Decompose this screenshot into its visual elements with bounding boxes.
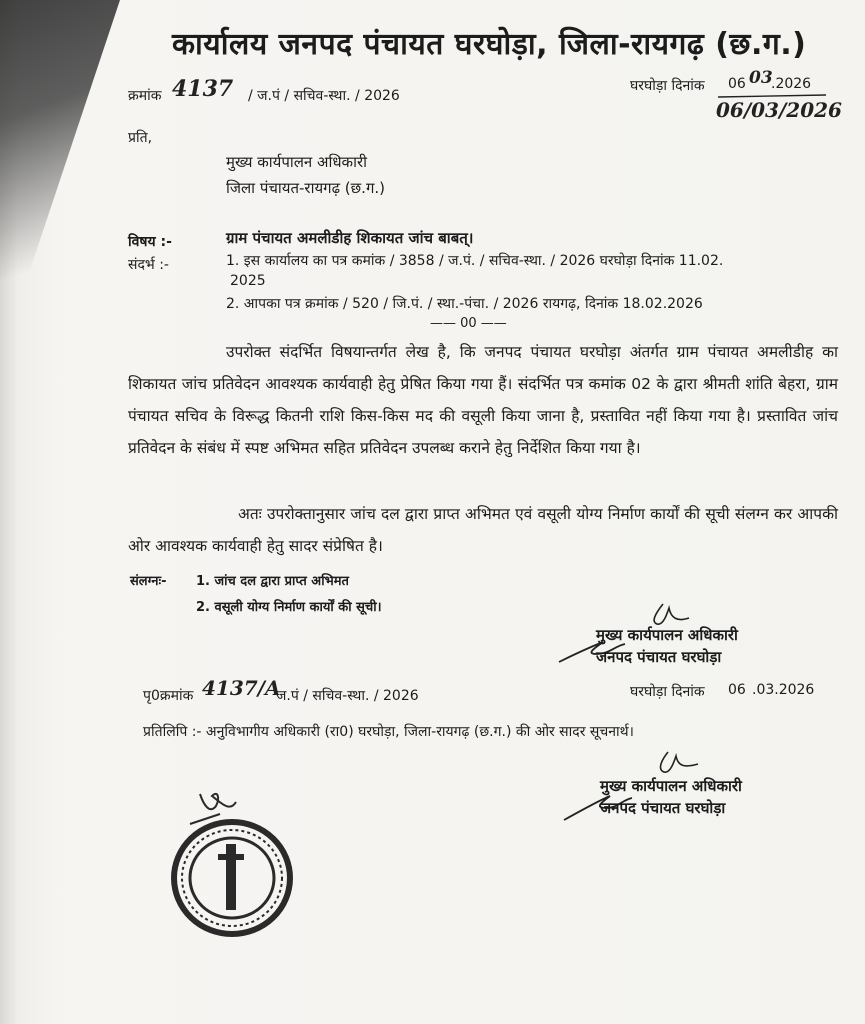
endorsement-prefix: पृ0क्रमांक <box>143 688 194 704</box>
ref-date-year: .2026 <box>771 76 812 92</box>
recipient-line1: मुख्य कार्यपालन अधिकारी <box>226 153 367 171</box>
body-paragraph-1-text: उपरोक्त संदर्भित विषयान्तर्गत लेख है, कि जनपद पंचायत घरघोड़ा अंतर्गत ग्राम पंचायत अमलीडीह का शिकायत जांच प्रतिवेदन आवश्यक कार्यवाही हेतु प्रेषित किया गया हैं। संदर्भित पत्र कमांक 02 के द्वारा श्रीमती शांति बेहरा, ग्राम पंचायत सचिव के विरूद्ध कितनी राशि किस-किस मद की वसूली किया जाना है, प्रस्तावित नहीं किया गया है। प्रस्तावित जांच प्रतिवेदन के संबंध में स्पष्ट अभिमत सहित प्रतिवेदन उपलब्ध कराने हेतु निर्देशित किया गया है। <box>128 343 838 457</box>
signature-2-line2: जनपद पंचायत घरघोड़ा <box>600 799 726 817</box>
signature-1-line1: मुख्य कार्यपालन अधिकारी <box>596 626 738 644</box>
body-paragraph-2 <box>128 498 838 562</box>
endorsement-handwritten-number: 4137/A <box>202 676 281 700</box>
endorsement-date-label: घरघोड़ा दिनांक <box>630 684 705 700</box>
enclosure-item-1: 1. जांच दल द्वारा प्राप्त अभिमत <box>196 574 349 589</box>
body-paragraph-1 <box>128 336 838 464</box>
ref-date-month: 03 <box>749 68 773 88</box>
endorsement-date-day: 06 <box>728 682 746 698</box>
enclosure-item-2: 2. वसूली योग्य निर्माण कार्यों की सूची। <box>196 600 382 615</box>
copy-to-text: प्रतिलिपि :- अनुविभागीय अधिकारी (रा0) घरघोड़ा, जिला-रायगढ़ (छ.ग.) की ओर सादर सूचनार्थ। <box>143 724 634 740</box>
office-seal-stamp <box>160 784 300 944</box>
recipient-line2: जिला पंचायत-रायगढ़ (छ.ग.) <box>226 179 386 197</box>
reference-item1-line2: 2025 <box>230 273 266 289</box>
body-paragraph-2-text: अतः उपरोक्तानुसार जांच दल द्वारा प्राप्त अभिमत एवं वसूली योग्य निर्माण कार्यों की सूची संलग्न कर आपकी ओर आवश्यक कार्यवाही हेतु सादर संप्रेषित है। <box>128 505 838 555</box>
signature-2-line1: मुख्य कार्यपालन अधिकारी <box>600 777 742 795</box>
signature-1-line2: जनपद पंचायत घरघोड़ा <box>596 648 722 666</box>
ref-handwritten-date: 06/03/2026 <box>716 98 842 122</box>
ref-prefix: क्रमांक <box>128 88 162 104</box>
reference-item2: 2. आपका पत्र क्रमांक / 520 / जि.पं. / स्था.-पंचा. / 2026 रायगढ़, दिनांक 18.02.2026 <box>226 296 703 312</box>
subject-label: विषय :- <box>128 234 172 250</box>
ref-date-day: 06 <box>728 76 746 92</box>
prati-label: प्रति, <box>128 130 153 146</box>
reference-separator: —— 00 —— <box>430 316 507 331</box>
reference-label: संदर्भ :- <box>128 257 169 273</box>
enclosure-label: संलग्नः- <box>130 574 167 589</box>
endorsement-date-rest: .03.2026 <box>752 682 815 698</box>
ref-handwritten-number: 4137 <box>172 76 234 102</box>
ref-suffix: / ज.पं / सचिव-स्था. / 2026 <box>248 88 400 104</box>
subject-text: ग्राम पंचायत अमलीडीह शिकायत जांच बाबत्। <box>226 229 474 247</box>
office-title: कार्यालय जनपद पंचायत घरघोड़ा, जिला-रायगढ़ (छ.ग.) <box>172 27 807 62</box>
ref-date-label: घरघोड़ा दिनांक <box>630 78 705 94</box>
endorsement-suffix: ज.पं / सचिव-स्था. / 2026 <box>276 688 419 704</box>
reference-item1-line1: 1. इस कार्यालय का पत्र कमांक / 3858 / ज.पं. / सचिव-स्था. / 2026 घरघोड़ा दिनांक 11.02. <box>226 253 724 269</box>
